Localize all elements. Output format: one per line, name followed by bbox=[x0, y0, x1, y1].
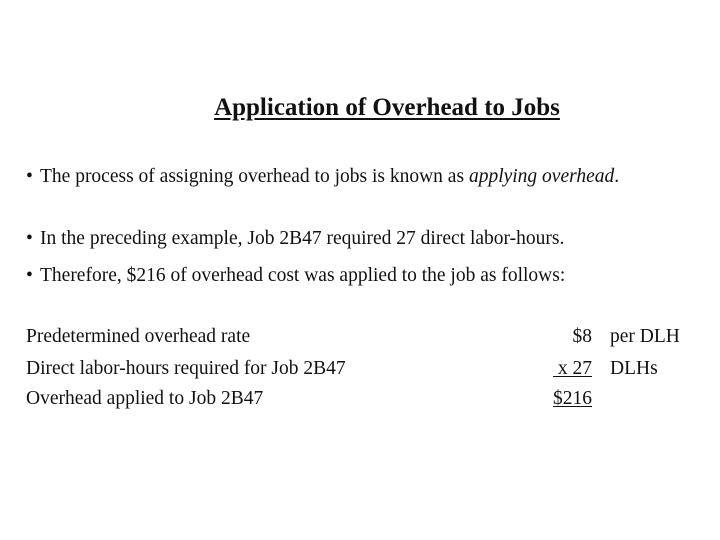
bullet-marker: • bbox=[26, 228, 33, 249]
calc-label: Direct labor-hours required for Job 2B47 bbox=[26, 358, 346, 379]
slide-title: Application of Overhead to Jobs bbox=[214, 94, 560, 121]
bullet-text: The process of assigning overhead to jobs is known as bbox=[40, 166, 469, 187]
calc-value: $8 bbox=[572, 326, 592, 347]
calc-total-value: $216 bbox=[553, 388, 592, 409]
bullet-item bbox=[26, 265, 565, 287]
bullet-text-end: . bbox=[614, 166, 620, 187]
calc-unit: DLHs bbox=[610, 358, 658, 379]
bullet-text: Therefore, $216 of overhead cost was applied to the job as follows: bbox=[40, 265, 566, 286]
calc-value: x 27 bbox=[553, 358, 592, 379]
bullet-item bbox=[26, 166, 619, 188]
bullet-marker: • bbox=[26, 265, 33, 286]
calc-label: Predetermined overhead rate bbox=[26, 326, 251, 347]
bullet-marker: • bbox=[26, 166, 33, 187]
calc-unit: per DLH bbox=[610, 326, 680, 347]
bullet-text: In the preceding example, Job 2B47 required 27 direct labor-hours. bbox=[40, 228, 565, 249]
bullet-item bbox=[26, 228, 564, 250]
calculation-row bbox=[26, 358, 706, 388]
calculation-row bbox=[26, 388, 706, 418]
calc-label: Overhead applied to Job 2B47 bbox=[26, 388, 264, 409]
bullet-emphasis: applying overhead bbox=[468, 166, 615, 187]
calculation-row bbox=[26, 326, 706, 356]
